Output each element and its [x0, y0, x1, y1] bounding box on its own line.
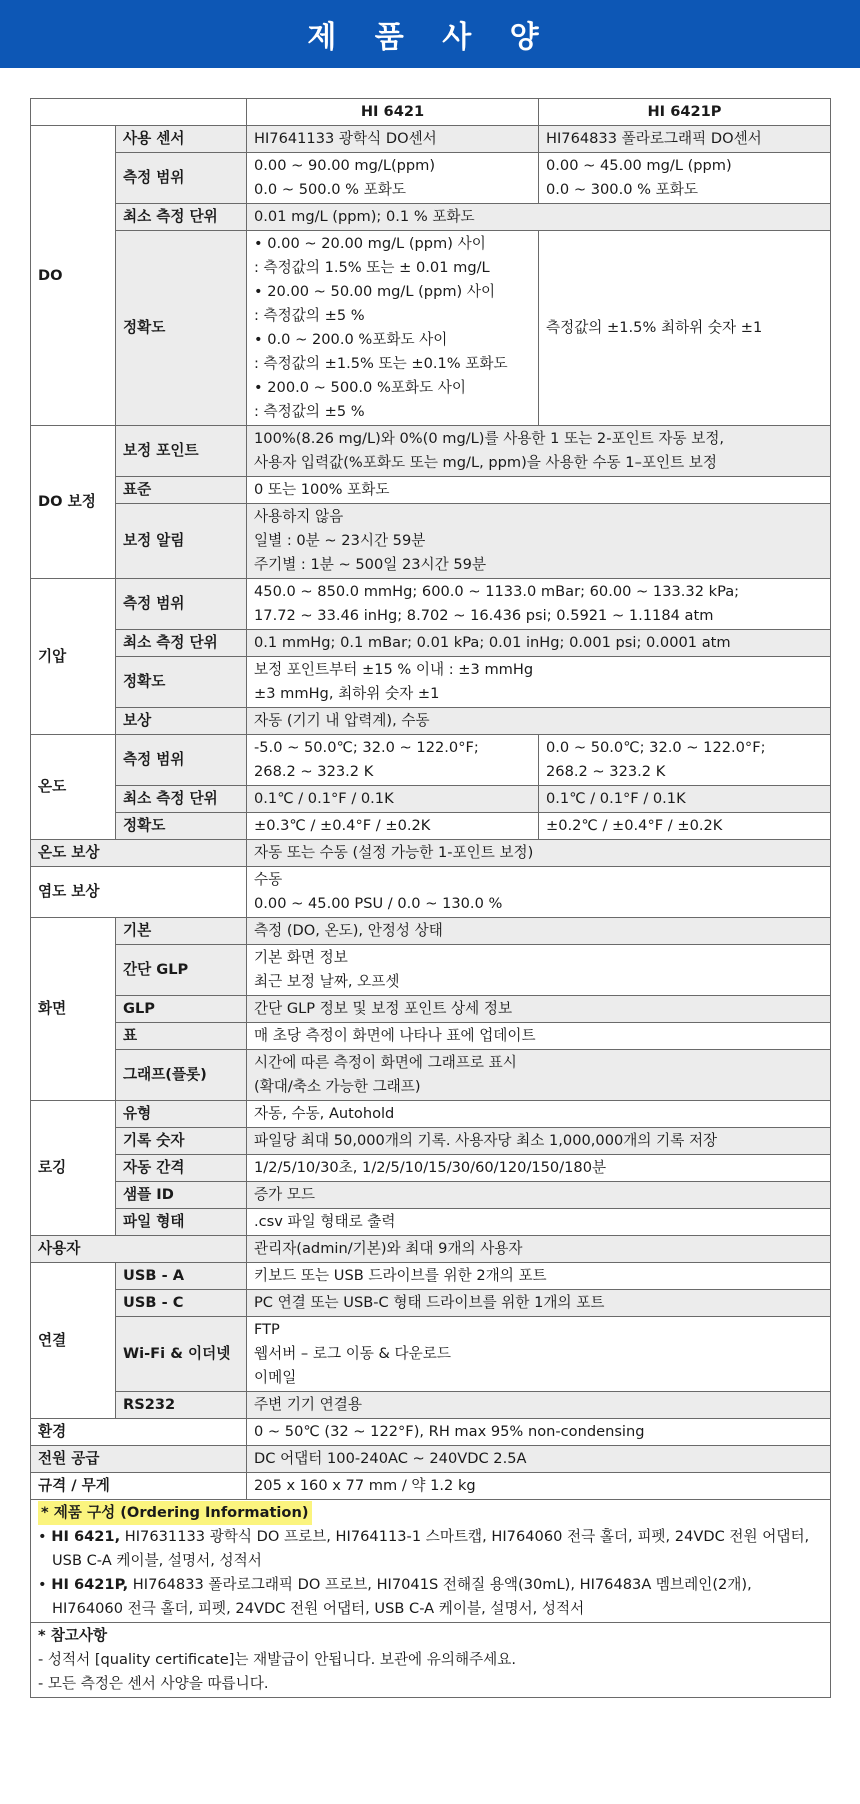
do-resolution-value: 0.01 mg/L (ppm); 0.1 % 포화도 — [247, 204, 831, 231]
table-row — [31, 918, 831, 945]
group-do: DO — [31, 126, 116, 426]
label-log-sample: 샘플 ID — [116, 1182, 247, 1209]
do-range-6421p: 0.00 ~ 45.00 mg/L (ppm) 0.0 ~ 300.0 % 포화도 — [539, 153, 831, 204]
do-accuracy-6421p: 측정값의 ±1.5% 최하위 숫자 ±1 — [539, 231, 831, 426]
table-row — [31, 153, 831, 204]
user-value: 관리자(admin/기본)와 최대 9개의 사용자 — [247, 1236, 831, 1263]
usb-a-value: 키보드 또는 USB 드라이브를 위한 2개의 포트 — [247, 1263, 831, 1290]
label-display-glp: GLP — [116, 996, 247, 1023]
table-row — [31, 1473, 831, 1500]
label-cal-alarm: 보정 알림 — [116, 504, 247, 579]
table-row — [31, 1155, 831, 1182]
group-display: 화면 — [31, 918, 116, 1101]
label-log-type: 유형 — [116, 1101, 247, 1128]
table-row — [31, 735, 831, 786]
label-environment: 환경 — [31, 1419, 247, 1446]
temp-resolution-6421: 0.1℃ / 0.1°F / 0.1K — [247, 786, 539, 813]
table-row — [31, 867, 831, 918]
label-do-range: 측정 범위 — [116, 153, 247, 204]
size-weight-value: 205 x 160 x 77 mm / 약 1.2 kg — [247, 1473, 831, 1500]
usb-c-value: PC 연결 또는 USB-C 형태 드라이브를 위한 1개의 포트 — [247, 1290, 831, 1317]
power-value: DC 어댑터 100-240AC ~ 240VDC 2.5A — [247, 1446, 831, 1473]
group-temp: 온도 — [31, 735, 116, 840]
label-size-weight: 규격 / 무게 — [31, 1473, 247, 1500]
ordering-info-cell — [31, 1500, 831, 1623]
ordering-item-6421: • HI 6421, HI7631133 광학식 DO 프로브, HI764113-1 스마트캡, HI764060 전극 홀더, 피펫, 24VDC 전원 어댑터, USB C-A 케이블, 설명서, 성적서 — [38, 1528, 810, 1569]
table-row — [31, 786, 831, 813]
cal-alarm-value: 사용하지 않음 일별 : 0분 ~ 23시간 59분 주기별 : 1분 ~ 500일 23시간 59분 — [247, 504, 831, 579]
baro-comp-value: 자동 (기기 내 압력계), 수동 — [247, 708, 831, 735]
table-row — [31, 1050, 831, 1101]
table-row — [31, 1623, 831, 1698]
table-row — [31, 426, 831, 477]
label-display-glp-short: 간단 GLP — [116, 945, 247, 996]
table-row — [31, 1236, 831, 1263]
cal-standard-value: 0 또는 100% 포화도 — [247, 477, 831, 504]
header-blank-cell — [31, 99, 247, 126]
group-baro: 기압 — [31, 579, 116, 735]
label-do-accuracy: 정확도 — [116, 231, 247, 426]
spec-banner — [0, 0, 860, 68]
temp-range-6421: -5.0 ~ 50.0℃; 32.0 ~ 122.0°F; 268.2 ~ 323.2 K — [247, 735, 539, 786]
display-glp-value: 간단 GLP 정보 및 보정 포인트 상세 정보 — [247, 996, 831, 1023]
label-baro-range: 측정 범위 — [116, 579, 247, 630]
group-do-cal: DO 보정 — [31, 426, 116, 579]
model-header-6421p: HI 6421P — [539, 99, 831, 126]
log-type-value: 자동, 수동, Autohold — [247, 1101, 831, 1128]
banner-title: 제 품 사 양 — [307, 20, 553, 55]
baro-resolution-value: 0.1 mmHg; 0.1 mBar; 0.01 kPa; 0.01 inHg; 0.001 psi; 0.0001 atm — [247, 630, 831, 657]
temp-accuracy-6421: ±0.3℃ / ±0.4°F / ±0.2K — [247, 813, 539, 840]
label-baro-accuracy: 정확도 — [116, 657, 247, 708]
label-display-graph: 그래프(플롯) — [116, 1050, 247, 1101]
table-row — [31, 1446, 831, 1473]
table-row — [31, 126, 831, 153]
table-row — [31, 630, 831, 657]
table-row — [31, 813, 831, 840]
baro-accuracy-value: 보정 포인트부터 ±15 % 이내 : ±3 mmHg ±3 mmHg, 최하위 숫자 ±1 — [247, 657, 831, 708]
salinity-value: 수동 0.00 ~ 45.00 PSU / 0.0 ~ 130.0 % — [247, 867, 831, 918]
table-row — [31, 840, 831, 867]
table-row — [31, 945, 831, 996]
label-sensor: 사용 센서 — [116, 126, 247, 153]
group-connectivity: 연결 — [31, 1263, 116, 1419]
group-logging: 로깅 — [31, 1101, 116, 1236]
table-row — [31, 1290, 831, 1317]
log-records-value: 파일당 최대 50,000개의 기록. 사용자당 최소 1,000,000개의 기록 저장 — [247, 1128, 831, 1155]
label-baro-resolution: 최소 측정 단위 — [116, 630, 247, 657]
table-row — [31, 1263, 831, 1290]
label-power: 전원 공급 — [31, 1446, 247, 1473]
table-row — [31, 1023, 831, 1050]
do-accuracy-6421: • 0.00 ~ 20.00 mg/L (ppm) 사이 : 측정값의 1.5% 또는 ± 0.01 mg/L • 20.00 ~ 50.00 mg/L (ppm) 사이 : 측정값의 ±5 % • 0.0 ~ 200.0 %포화도 사이 : 측정값의 ±1.5% 또는 ±0.1% 포화도 • 200.0 ~ 500.0 %포화도 사이 : 측정값의 ±5 % — [247, 231, 539, 426]
ordering-item-6421p: • HI 6421P, HI764833 폴라로그래픽 DO 프로브, HI7041S 전해질 용액(30mL), HI76483A 멤브레인(2개), HI764060 전극 홀더, 피펫, 24VDC 전원 어댑터, USB C-A 케이블, 설명서, 성적서 — [38, 1576, 752, 1617]
do-range-6421: 0.00 ~ 90.00 mg/L(ppm) 0.0 ~ 500.0 % 포화도 — [247, 153, 539, 204]
temp-accuracy-6421p: ±0.2℃ / ±0.4°F / ±0.2K — [539, 813, 831, 840]
temp-comp-value: 자동 또는 수동 (설정 가능한 1-포인트 보정) — [247, 840, 831, 867]
display-basic-value: 측정 (DO, 온도), 안정성 상태 — [247, 918, 831, 945]
table-row — [31, 1500, 831, 1623]
note-item: - 모든 측정은 센서 사양을 따릅니다. — [38, 1675, 269, 1692]
notes-title: * 참고사항 — [38, 1627, 108, 1644]
log-interval-value: 1/2/5/10/30초, 1/2/5/10/15/30/60/120/150/180분 — [247, 1155, 831, 1182]
notes-cell — [31, 1623, 831, 1698]
label-temp-resolution: 최소 측정 단위 — [116, 786, 247, 813]
table-row — [31, 1419, 831, 1446]
do-sensor-6421p: HI764833 폴라로그래픽 DO센서 — [539, 126, 831, 153]
table-row — [31, 204, 831, 231]
environment-value: 0 ~ 50℃ (32 ~ 122°F), RH max 95% non-condensing — [247, 1419, 831, 1446]
table-row — [31, 477, 831, 504]
temp-range-6421p: 0.0 ~ 50.0℃; 32.0 ~ 122.0°F; 268.2 ~ 323.2 K — [539, 735, 831, 786]
rs232-value: 주변 기기 연결용 — [247, 1392, 831, 1419]
table-row — [31, 996, 831, 1023]
table-row — [31, 1209, 831, 1236]
wifi-value: FTP 웹서버 – 로그 이동 & 다운로드 이메일 — [247, 1317, 831, 1392]
label-baro-comp: 보상 — [116, 708, 247, 735]
table-row — [31, 1317, 831, 1392]
label-log-file: 파일 형태 — [116, 1209, 247, 1236]
label-display-basic: 기본 — [116, 918, 247, 945]
spec-table — [30, 98, 831, 1698]
model-header-6421: HI 6421 — [247, 99, 539, 126]
label-salinity: 염도 보상 — [31, 867, 247, 918]
display-table-value: 매 초당 측정이 화면에 나타나 표에 업데이트 — [247, 1023, 831, 1050]
table-row — [31, 231, 831, 426]
table-row — [31, 1128, 831, 1155]
do-sensor-6421: HI7641133 광학식 DO센서 — [247, 126, 539, 153]
log-file-value: .csv 파일 형태로 출력 — [247, 1209, 831, 1236]
temp-resolution-6421p: 0.1℃ / 0.1°F / 0.1K — [539, 786, 831, 813]
label-temp-range: 측정 범위 — [116, 735, 247, 786]
label-log-records: 기록 숫자 — [116, 1128, 247, 1155]
table-row — [31, 1101, 831, 1128]
display-graph-value: 시간에 따른 측정이 화면에 그래프로 표시 (확대/축소 가능한 그래프) — [247, 1050, 831, 1101]
label-do-resolution: 최소 측정 단위 — [116, 204, 247, 231]
display-glp-short-value: 기본 화면 정보 최근 보정 날짜, 오프셋 — [247, 945, 831, 996]
table-row — [31, 1392, 831, 1419]
table-row — [31, 708, 831, 735]
label-cal-standard: 표준 — [116, 477, 247, 504]
label-user: 사용자 — [31, 1236, 247, 1263]
table-row — [31, 657, 831, 708]
table-row — [31, 1182, 831, 1209]
label-rs232: RS232 — [116, 1392, 247, 1419]
label-wifi: Wi-Fi & 이더넷 — [116, 1317, 247, 1392]
note-item: - 성적서 [quality certificate]는 재발급이 안됩니다. 보관에 유의해주세요. — [38, 1651, 517, 1668]
label-log-interval: 자동 간격 — [116, 1155, 247, 1182]
ordering-info-title: * 제품 구성 (Ordering Information) — [38, 1501, 312, 1525]
label-usb-a: USB - A — [116, 1263, 247, 1290]
log-sample-value: 증가 모드 — [247, 1182, 831, 1209]
label-temp-accuracy: 정확도 — [116, 813, 247, 840]
label-usb-c: USB - C — [116, 1290, 247, 1317]
cal-points-value: 100%(8.26 mg/L)와 0%(0 mg/L)를 사용한 1 또는 2-포인트 자동 보정, 사용자 입력값(%포화도 또는 mg/L, ppm)을 사용한 수동 1–포인트 보정 — [247, 426, 831, 477]
label-temp-comp: 온도 보상 — [31, 840, 247, 867]
table-header-row — [31, 99, 831, 126]
baro-range-value: 450.0 ~ 850.0 mmHg; 600.0 ~ 1133.0 mBar; 60.00 ~ 133.32 kPa; 17.72 ~ 33.46 inHg; 8.702 ~ 16.436 psi; 0.5921 ~ 1.1184 atm — [247, 579, 831, 630]
label-cal-points: 보정 포인트 — [116, 426, 247, 477]
table-row — [31, 579, 831, 630]
label-display-table: 표 — [116, 1023, 247, 1050]
table-row — [31, 504, 831, 579]
